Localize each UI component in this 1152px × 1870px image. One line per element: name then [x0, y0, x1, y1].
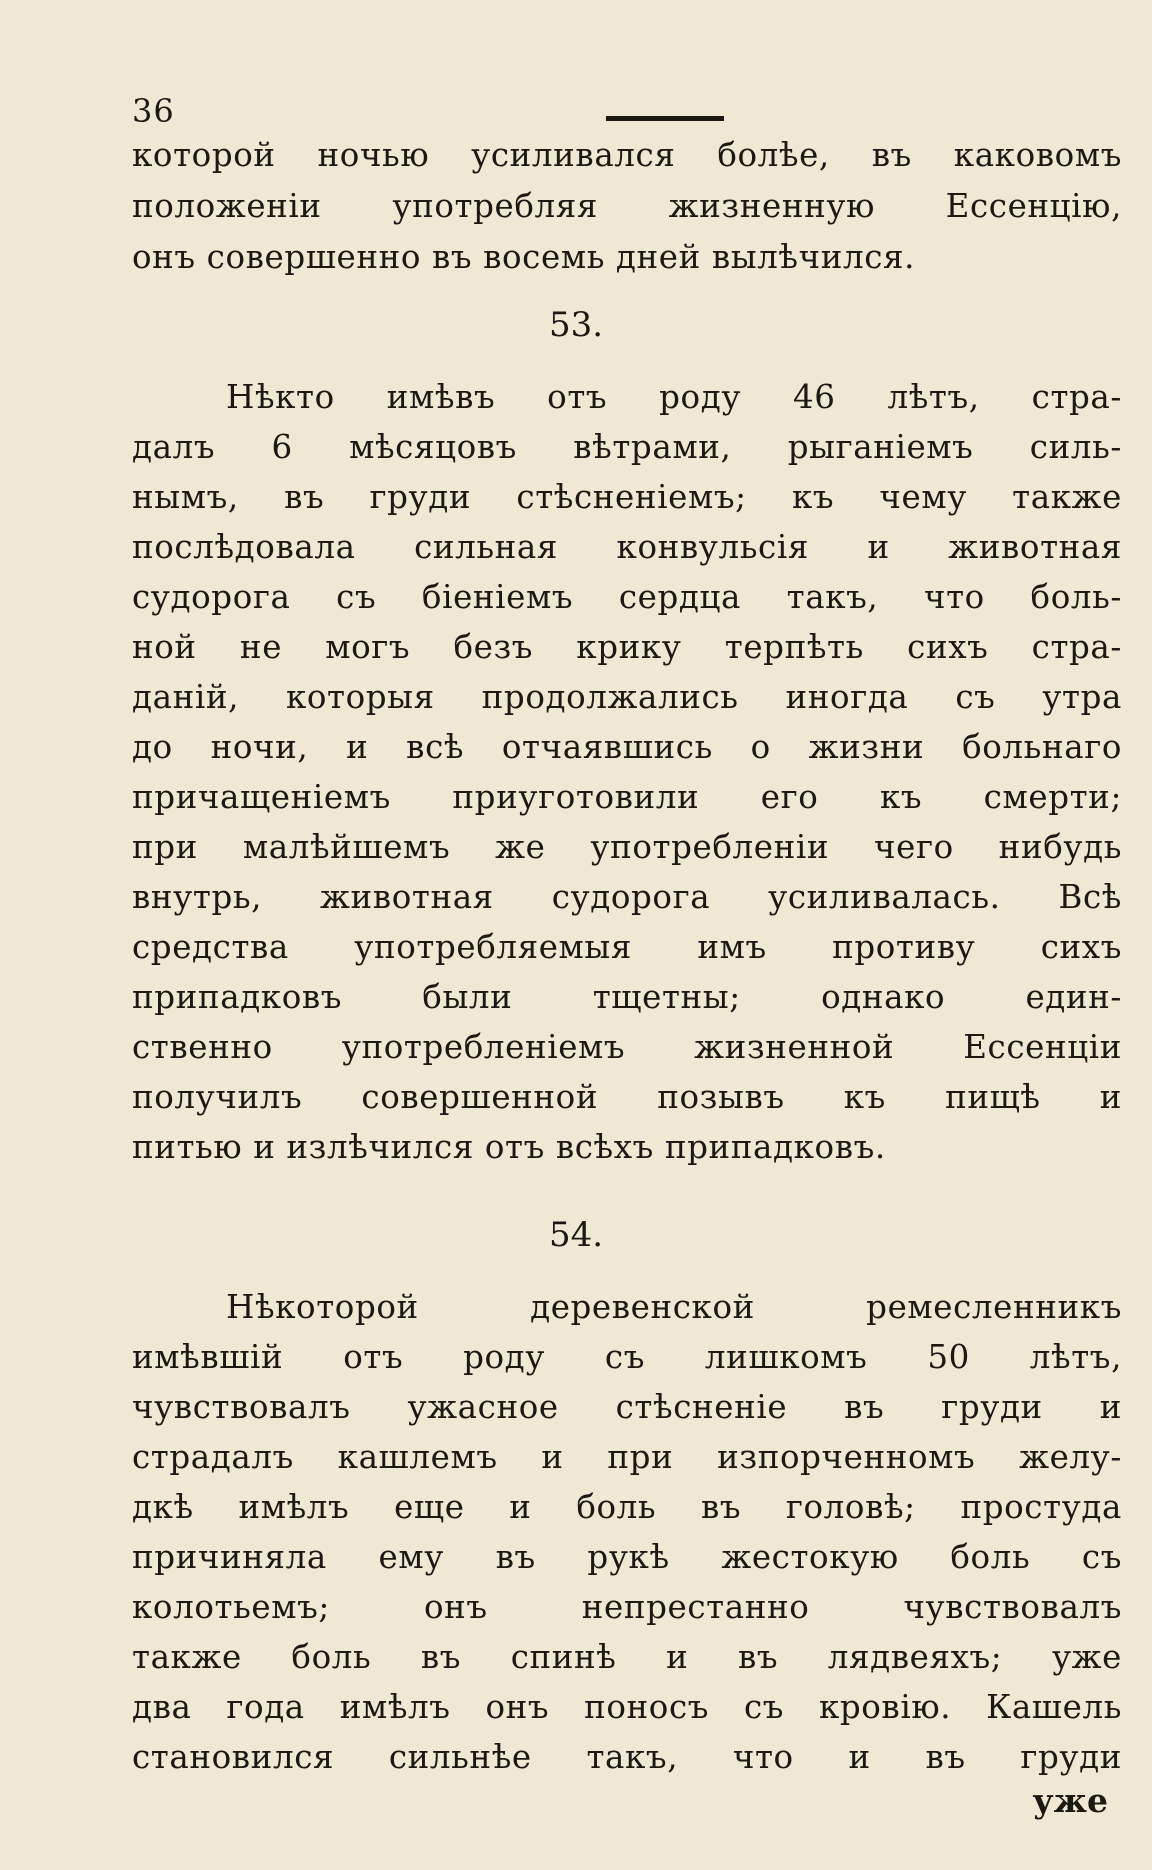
text-line: становился сильнѣе такъ, что и въ груди: [132, 1738, 1122, 1776]
text-line: при малѣйшемъ же употребленіи чего нибудь: [132, 828, 1122, 866]
text-line: средства употребляемыя имъ противу сихъ: [132, 928, 1122, 966]
text-line: послѣдовала сильная конвульсія и животная: [132, 528, 1122, 566]
text-line: имѣвшій отъ роду съ лишкомъ 50 лѣтъ,: [132, 1338, 1122, 1376]
text-line: положеніи употребляя жизненную Ессенцію,: [132, 187, 1122, 225]
text-line: получилъ совершенной позывъ къ пищѣ и: [132, 1078, 1122, 1116]
header-rule: [606, 116, 724, 121]
text-line: Нѣкоторой деревенской ремесленникъ: [226, 1288, 1122, 1326]
text-line: также боль въ спинѣ и въ лядвеяхъ; уже: [132, 1638, 1122, 1676]
text-line: ственно употребленіемъ жизненной Ессенціи: [132, 1028, 1122, 1066]
text-line: ной не могъ безъ крику терпѣть сихъ стра-: [132, 628, 1122, 666]
text-line: два года имѣлъ онъ поносъ съ кровію. Кашель: [132, 1688, 1122, 1726]
text-line: чувствовалъ ужасное стѣсненіе въ груди и: [132, 1388, 1122, 1426]
text-line: припадковъ были тщетны; однако един-: [132, 978, 1122, 1016]
text-line: судорога съ біеніемъ сердца такъ, что боль-: [132, 578, 1122, 616]
text-line: причиняла ему въ рукѣ жестокую боль съ: [132, 1538, 1122, 1576]
text-line: даній, которыя продолжались иногда съ утра: [132, 678, 1122, 716]
text-line: далъ 6 мѣсяцовъ вѣтрами, рыганіемъ силь-: [132, 428, 1122, 466]
text-line: внутрь, животная судорога усиливалась. Всѣ: [132, 878, 1122, 916]
text-line: питью и излѣчился отъ всѣхъ припадковъ.: [132, 1128, 886, 1166]
text-line: до ночи, и всѣ отчаявшись о жизни больнаго: [132, 728, 1122, 766]
text-line: онъ совершенно въ восемь дней вылѣчился.: [132, 238, 916, 276]
text-line: причащеніемъ приуготовили его къ смерти;: [132, 778, 1122, 816]
text-line: колотьемъ; онъ непрестанно чувствовалъ: [132, 1588, 1122, 1626]
section-number: 53.: [548, 305, 604, 345]
text-line: дкѣ имѣлъ еще и боль въ головѣ; простуда: [132, 1488, 1122, 1526]
text-line: которой ночью усиливался болѣе, въ каковомъ: [132, 136, 1122, 174]
section-number: 54.: [548, 1215, 604, 1255]
page-number: 36: [132, 92, 175, 130]
catchword: уже: [1032, 1781, 1108, 1820]
text-line: Нѣкто имѣвъ отъ роду 46 лѣтъ, стра-: [226, 378, 1122, 416]
text-line: страдалъ кашлемъ и при изпорченномъ желу-: [132, 1438, 1122, 1476]
text-line: нымъ, въ груди стѣсненіемъ; къ чему также: [132, 478, 1122, 516]
